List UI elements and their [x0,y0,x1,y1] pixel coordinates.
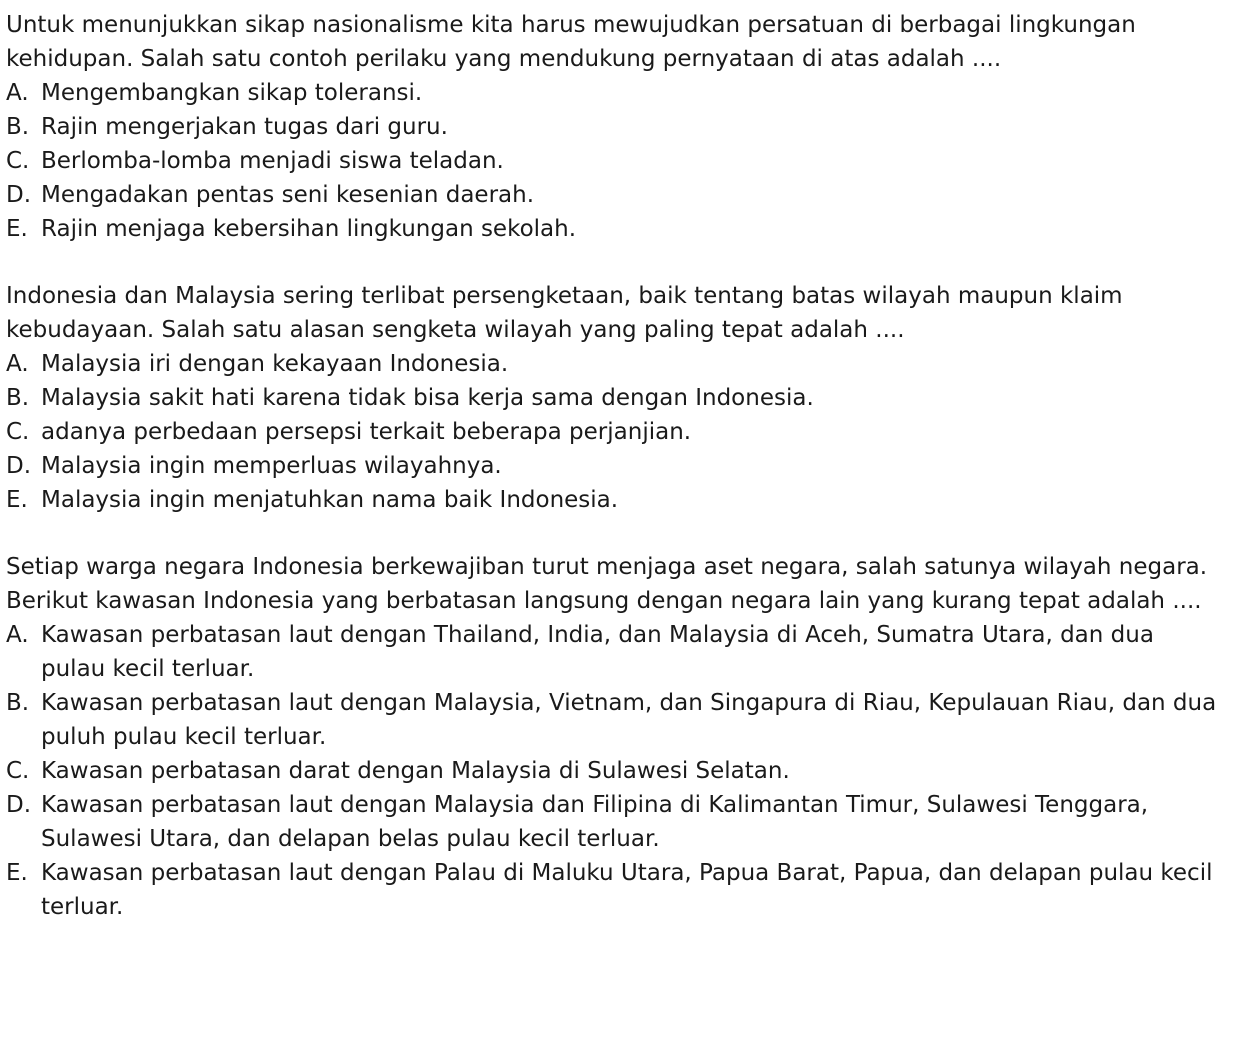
question-1-option-a [6,76,1234,110]
option-text: Kawasan perbatasan laut dengan Thailand, India, dan Malaysia di Aceh, Sumatra Utara, dan dua pulau kecil terluar. [41,622,1154,682]
option-letter: C. [6,758,30,784]
option-letter: D. [6,182,32,208]
option-letter: E. [6,487,28,513]
option-text: Mengadakan pentas seni kesenian daerah. [41,182,535,208]
option-letter: A. [6,351,29,377]
option-letter: A. [6,80,29,106]
option-letter: B. [6,690,30,716]
question-2-option-d [6,449,1234,483]
question-3-stem: Setiap warga negara Indonesia berkewajiban turut menjaga aset negara, salah satunya wilayah negara. Berikut kawasan Indonesia yang berbatasan langsung dengan negara lain yang kurang tepat adalah .... [6,554,1208,614]
option-letter: C. [6,419,30,445]
option-text: Mengembangkan sikap toleransi. [41,80,423,106]
question-2 [6,279,1234,517]
option-text: Malaysia ingin memperluas wilayahnya. [41,453,502,479]
question-2-option-c [6,415,1234,449]
question-2-option-a [6,347,1234,381]
question-3-option-e [6,856,1234,924]
question-2-stem: Indonesia dan Malaysia sering terlibat persengketaan, baik tentang batas wilayah maupun klaim kebudayaan. Salah satu alasan sengketa wilayah yang paling tepat adalah .... [6,283,1123,343]
option-text: Kawasan perbatasan darat dengan Malaysia di Sulawesi Selatan. [41,758,790,784]
option-text: adanya perbedaan persepsi terkait beberapa perjanjian. [41,419,692,445]
option-text: Malaysia ingin menjatuhkan nama baik Indonesia. [41,487,619,513]
option-letter: D. [6,453,32,479]
question-1-option-b [6,110,1234,144]
option-text: Berlomba-lomba menjadi siswa teladan. [41,148,504,174]
option-letter: C. [6,148,30,174]
question-1-option-d [6,178,1234,212]
question-1-option-e [6,212,1234,246]
option-text: Kawasan perbatasan laut dengan Palau di Maluku Utara, Papua Barat, Papua, dan delapan pulau kecil terluar. [41,860,1213,920]
question-1-options [6,76,1234,246]
question-3-option-b [6,686,1234,754]
option-text: Rajin menjaga kebersihan lingkungan sekolah. [41,216,577,242]
question-2-options [6,347,1234,517]
question-3-option-a [6,618,1234,686]
option-text: Malaysia sakit hati karena tidak bisa kerja sama dengan Indonesia. [41,385,814,411]
question-3-option-d [6,788,1234,856]
option-letter: A. [6,622,29,648]
option-text: Malaysia iri dengan kekayaan Indonesia. [41,351,509,377]
option-letter: D. [6,792,32,818]
question-1-stem: Untuk menunjukkan sikap nasionalisme kita harus mewujudkan persatuan di berbagai lingkungan kehidupan. Salah satu contoh perilaku yang mendukung pernyataan di atas adalah .... [6,12,1136,72]
option-letter: E. [6,860,28,886]
question-2-option-b [6,381,1234,415]
question-3-option-c [6,754,1234,788]
option-text: Kawasan perbatasan laut dengan Malaysia dan Filipina di Kalimantan Timur, Sulawesi Tenggara, Sulawesi Utara, dan delapan belas pulau kecil terluar. [41,792,1149,852]
option-text: Kawasan perbatasan laut dengan Malaysia, Vietnam, dan Singapura di Riau, Kepulauan Riau, dan dua puluh pulau kecil terluar. [41,690,1217,750]
question-1-option-c [6,144,1234,178]
option-letter: B. [6,385,30,411]
option-letter: B. [6,114,30,140]
question-3-options [6,618,1234,924]
question-2-option-e [6,483,1234,517]
option-letter: E. [6,216,28,242]
option-text: Rajin mengerjakan tugas dari guru. [41,114,448,140]
question-1 [6,8,1234,246]
question-3 [6,550,1234,924]
